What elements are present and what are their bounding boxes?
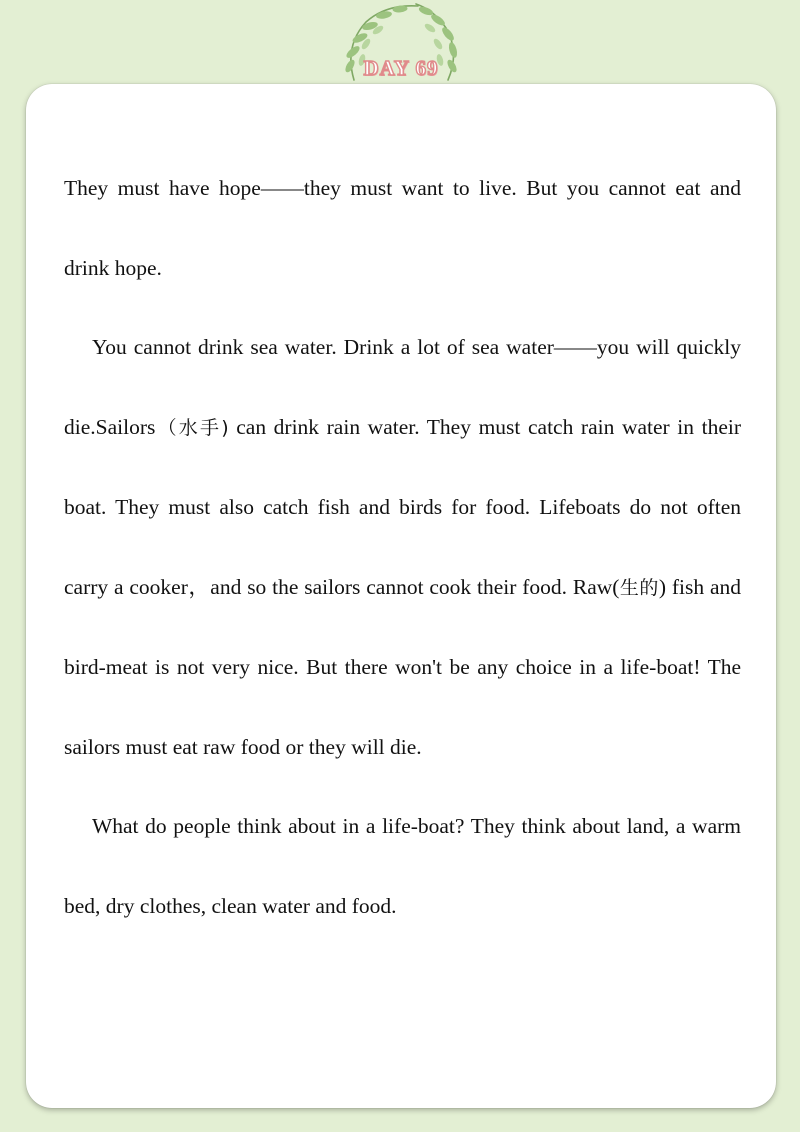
paragraph-1 — [64, 149, 741, 308]
paragraph-2 — [64, 308, 741, 787]
paragraph-3 — [64, 787, 741, 946]
gloss-shengde: 生的 — [619, 576, 659, 599]
paragraph-text: You cannot drink sea water. Drink a lot of sea water——you will quickly die.Sailors — [64, 335, 741, 439]
paragraph-text: They must have hope——they must want to live. But you cannot eat and drink hope. — [64, 176, 741, 280]
paragraph-text: can drink rain water. They must catch rain water in their boat. They must also catch fish and birds for food. Lifeboats do not often carry a cooker，and so the sailors cannot cook their food. Raw( — [64, 414, 741, 599]
paragraph-text: ) fish and bird-meat is not very nice. But there won't be any choice in a life-boat! The sailors must eat raw food or they will die. — [64, 574, 741, 759]
content-card — [26, 84, 776, 1108]
gloss-shuishou: （水手) — [155, 416, 229, 439]
day-badge — [336, 0, 466, 86]
day-label: DAY 69 — [363, 56, 439, 80]
reading-text — [64, 149, 741, 946]
paragraph-text: What do people think about in a life-boat? They think about land, a warm bed, dry clothes, clean water and food. — [64, 814, 741, 918]
